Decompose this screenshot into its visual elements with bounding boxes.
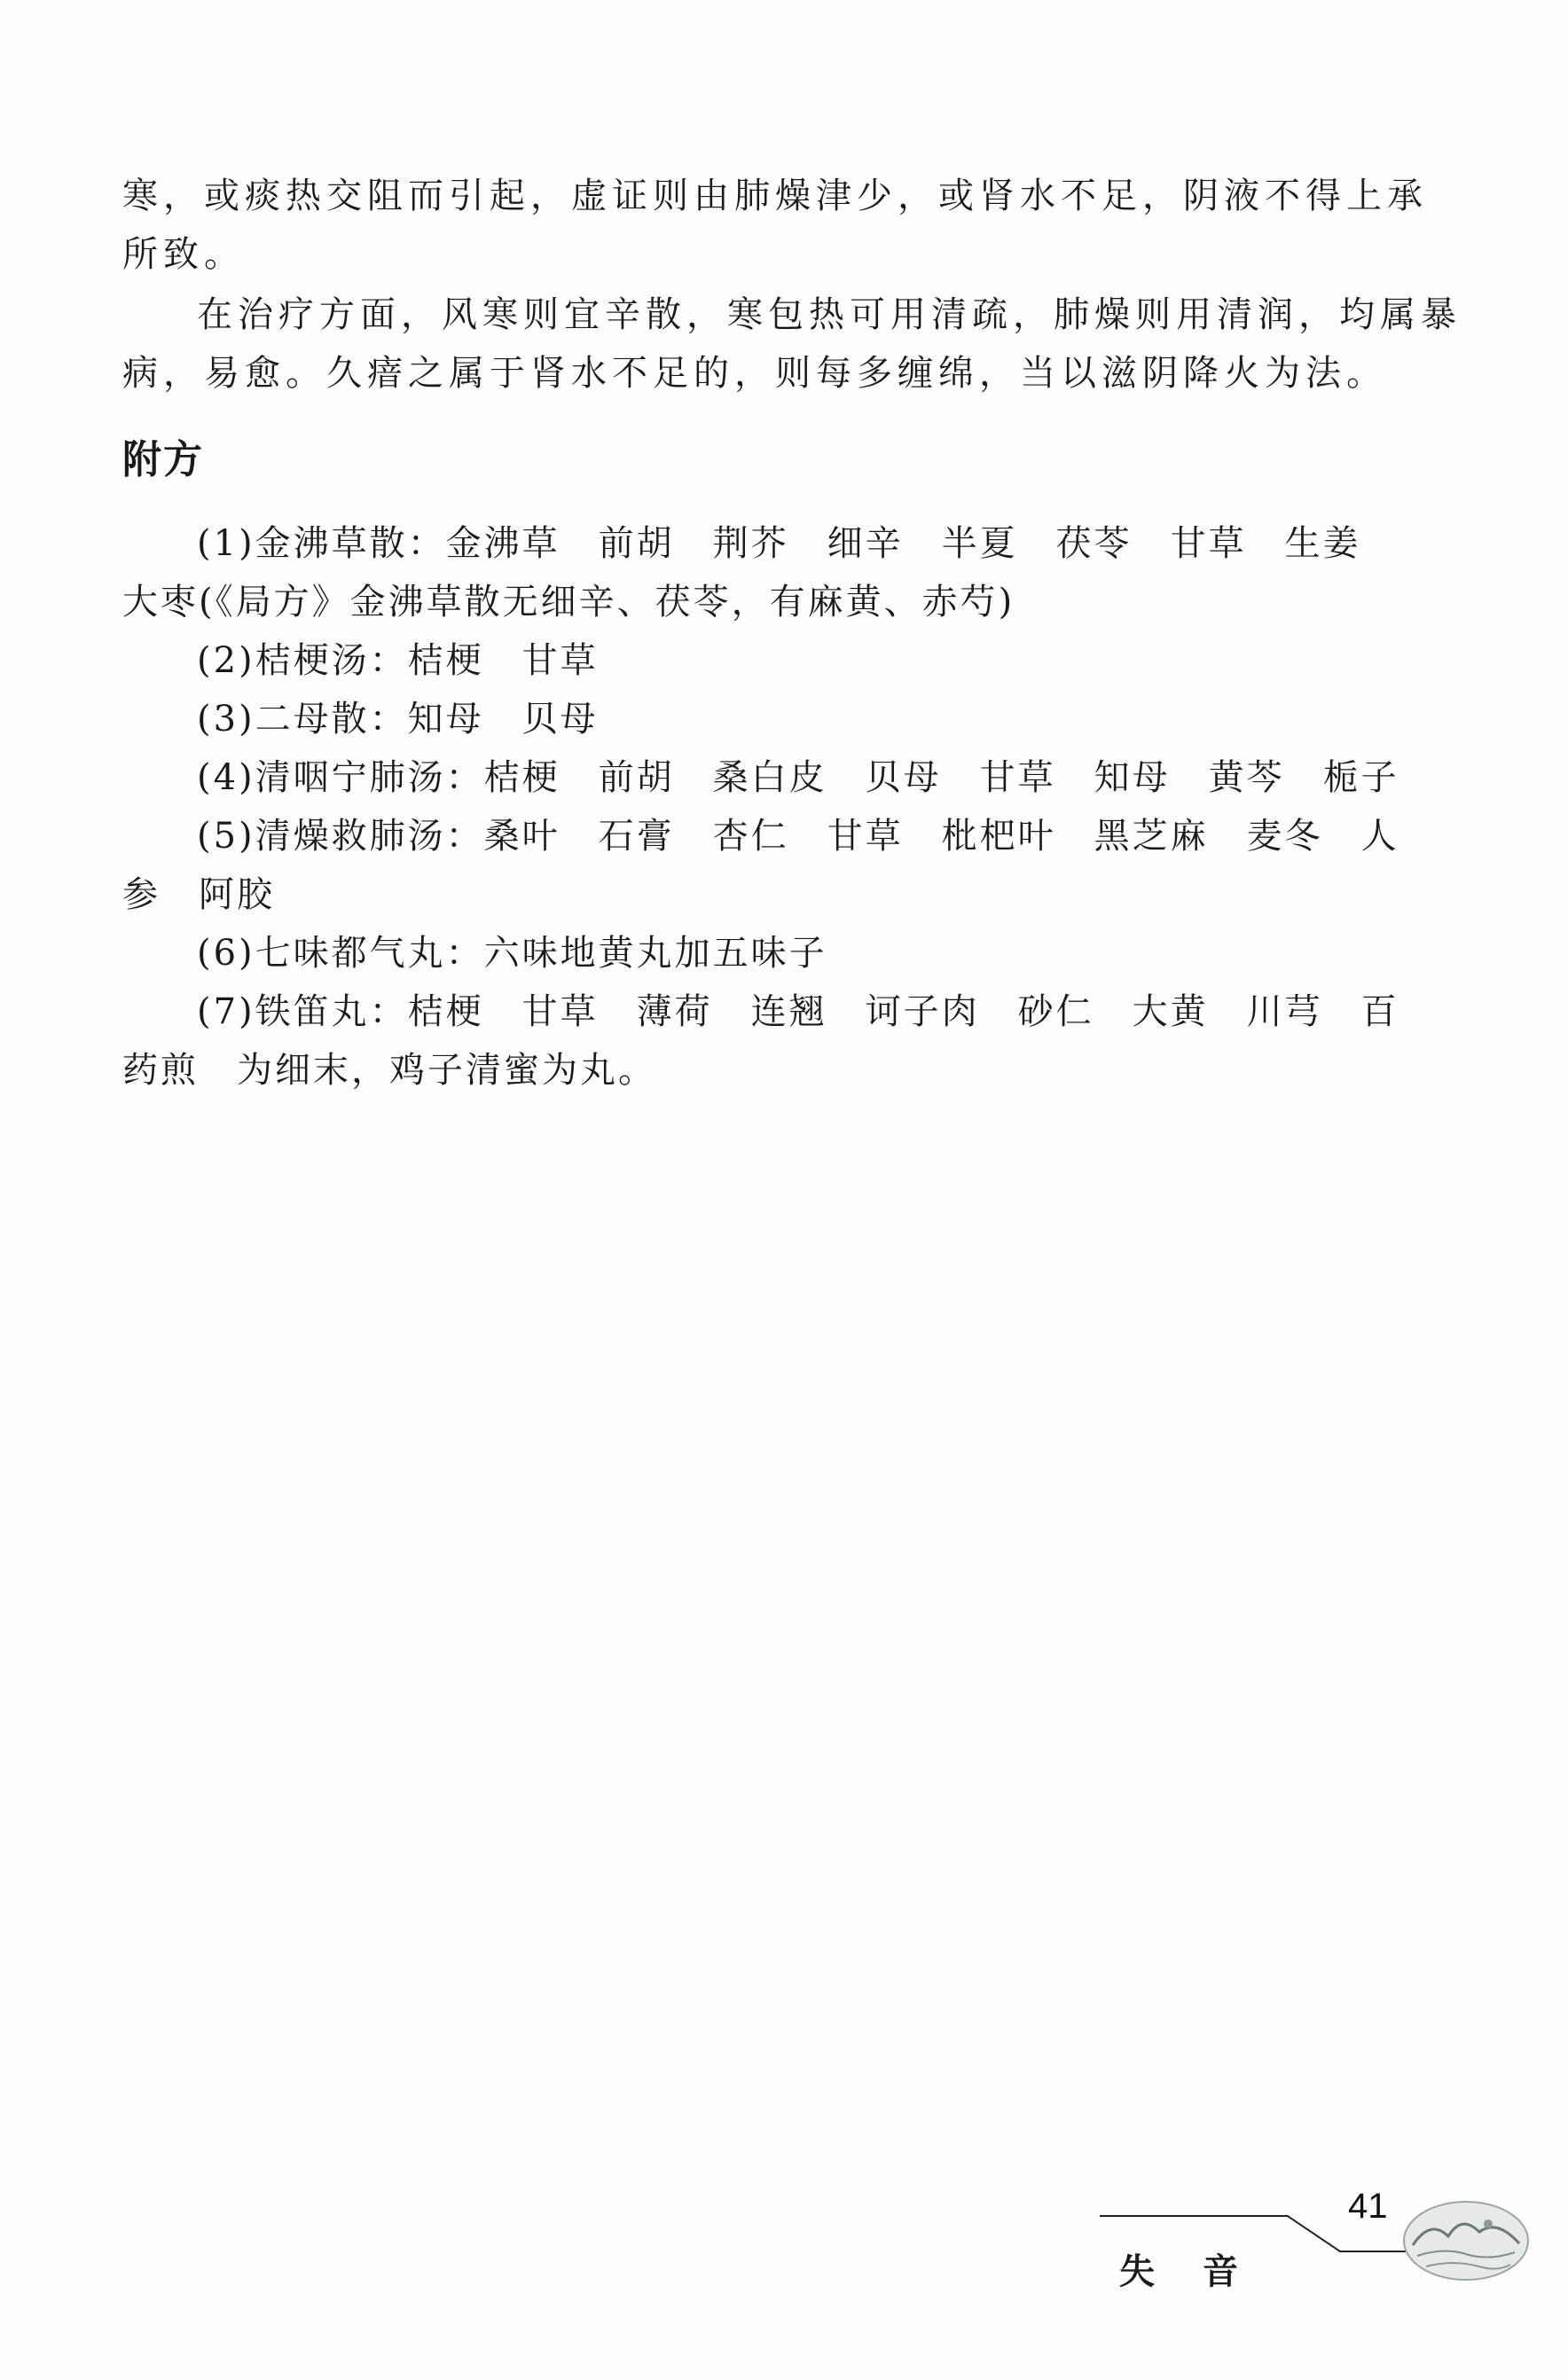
chapter-title: 失音 xyxy=(1119,2251,1286,2292)
recipe-7 xyxy=(122,983,1444,1100)
recipe-2 xyxy=(122,631,1444,690)
landscape-ornament-icon xyxy=(1399,2192,1533,2290)
page-number: 41 xyxy=(1348,2187,1388,2226)
footer-rule xyxy=(1100,2215,1288,2217)
recipe-2-line-1: (2)桔梗汤：桔梗 甘草 xyxy=(197,640,599,681)
recipe-1 xyxy=(122,514,1444,631)
recipe-3 xyxy=(122,690,1444,748)
recipe-4-line-1: (4)清咽宁肺汤：桔梗 前胡 桑白皮 贝母 甘草 知母 黄芩 栀子 xyxy=(197,757,1399,798)
recipe-5 xyxy=(122,807,1444,924)
paragraph-1-line-1: 寒，或痰热交阻而引起，虚证则由肺燥津少，或肾水不足，阴液不得上承 xyxy=(122,176,1428,216)
recipe-5-line-1: (5)清燥救肺汤：桑叶 石膏 杏仁 甘草 枇杷叶 黑芝麻 麦冬 人 xyxy=(197,816,1399,857)
recipe-7-line-1: (7)铁笛丸：桔梗 甘草 薄荷 连翘 诃子肉 砂仁 大黄 川芎 百 xyxy=(197,991,1399,1032)
paragraph-2-line-2: 病，易愈。久瘖之属于肾水不足的，则每多缠绵，当以滋阴降火为法。 xyxy=(122,353,1387,394)
paragraph-2 xyxy=(122,286,1462,403)
paragraph-1 xyxy=(122,167,1444,284)
recipe-6-line-1: (6)七味都气丸：六味地黄丸加五味子 xyxy=(197,933,827,974)
recipe-1-line-2: 大枣(《局方》金沸草散无细辛、茯苓，有麻黄、赤芍) xyxy=(122,582,1015,622)
recipe-6 xyxy=(122,924,1444,983)
section-heading: 附方 xyxy=(122,437,204,482)
recipe-4 xyxy=(122,748,1444,807)
recipe-3-line-1: (3)二母散：知母 贝母 xyxy=(197,699,599,740)
paragraph-1-line-2: 所致。 xyxy=(122,234,245,275)
paragraph-2-line-1: 在治疗方面，风寒则宜辛散，寒包热可用清疏，肺燥则用清润，均属暴 xyxy=(197,294,1462,335)
recipe-7-line-2: 药煎 为细末，鸡子清蜜为丸。 xyxy=(122,1050,656,1091)
recipe-1-line-1: (1)金沸草散：金沸草 前胡 荆芥 细辛 半夏 茯苓 甘草 生姜 xyxy=(197,523,1361,564)
recipe-5-line-2: 参 阿胶 xyxy=(122,874,275,915)
footer-rule-diagonal xyxy=(1287,2215,1341,2252)
